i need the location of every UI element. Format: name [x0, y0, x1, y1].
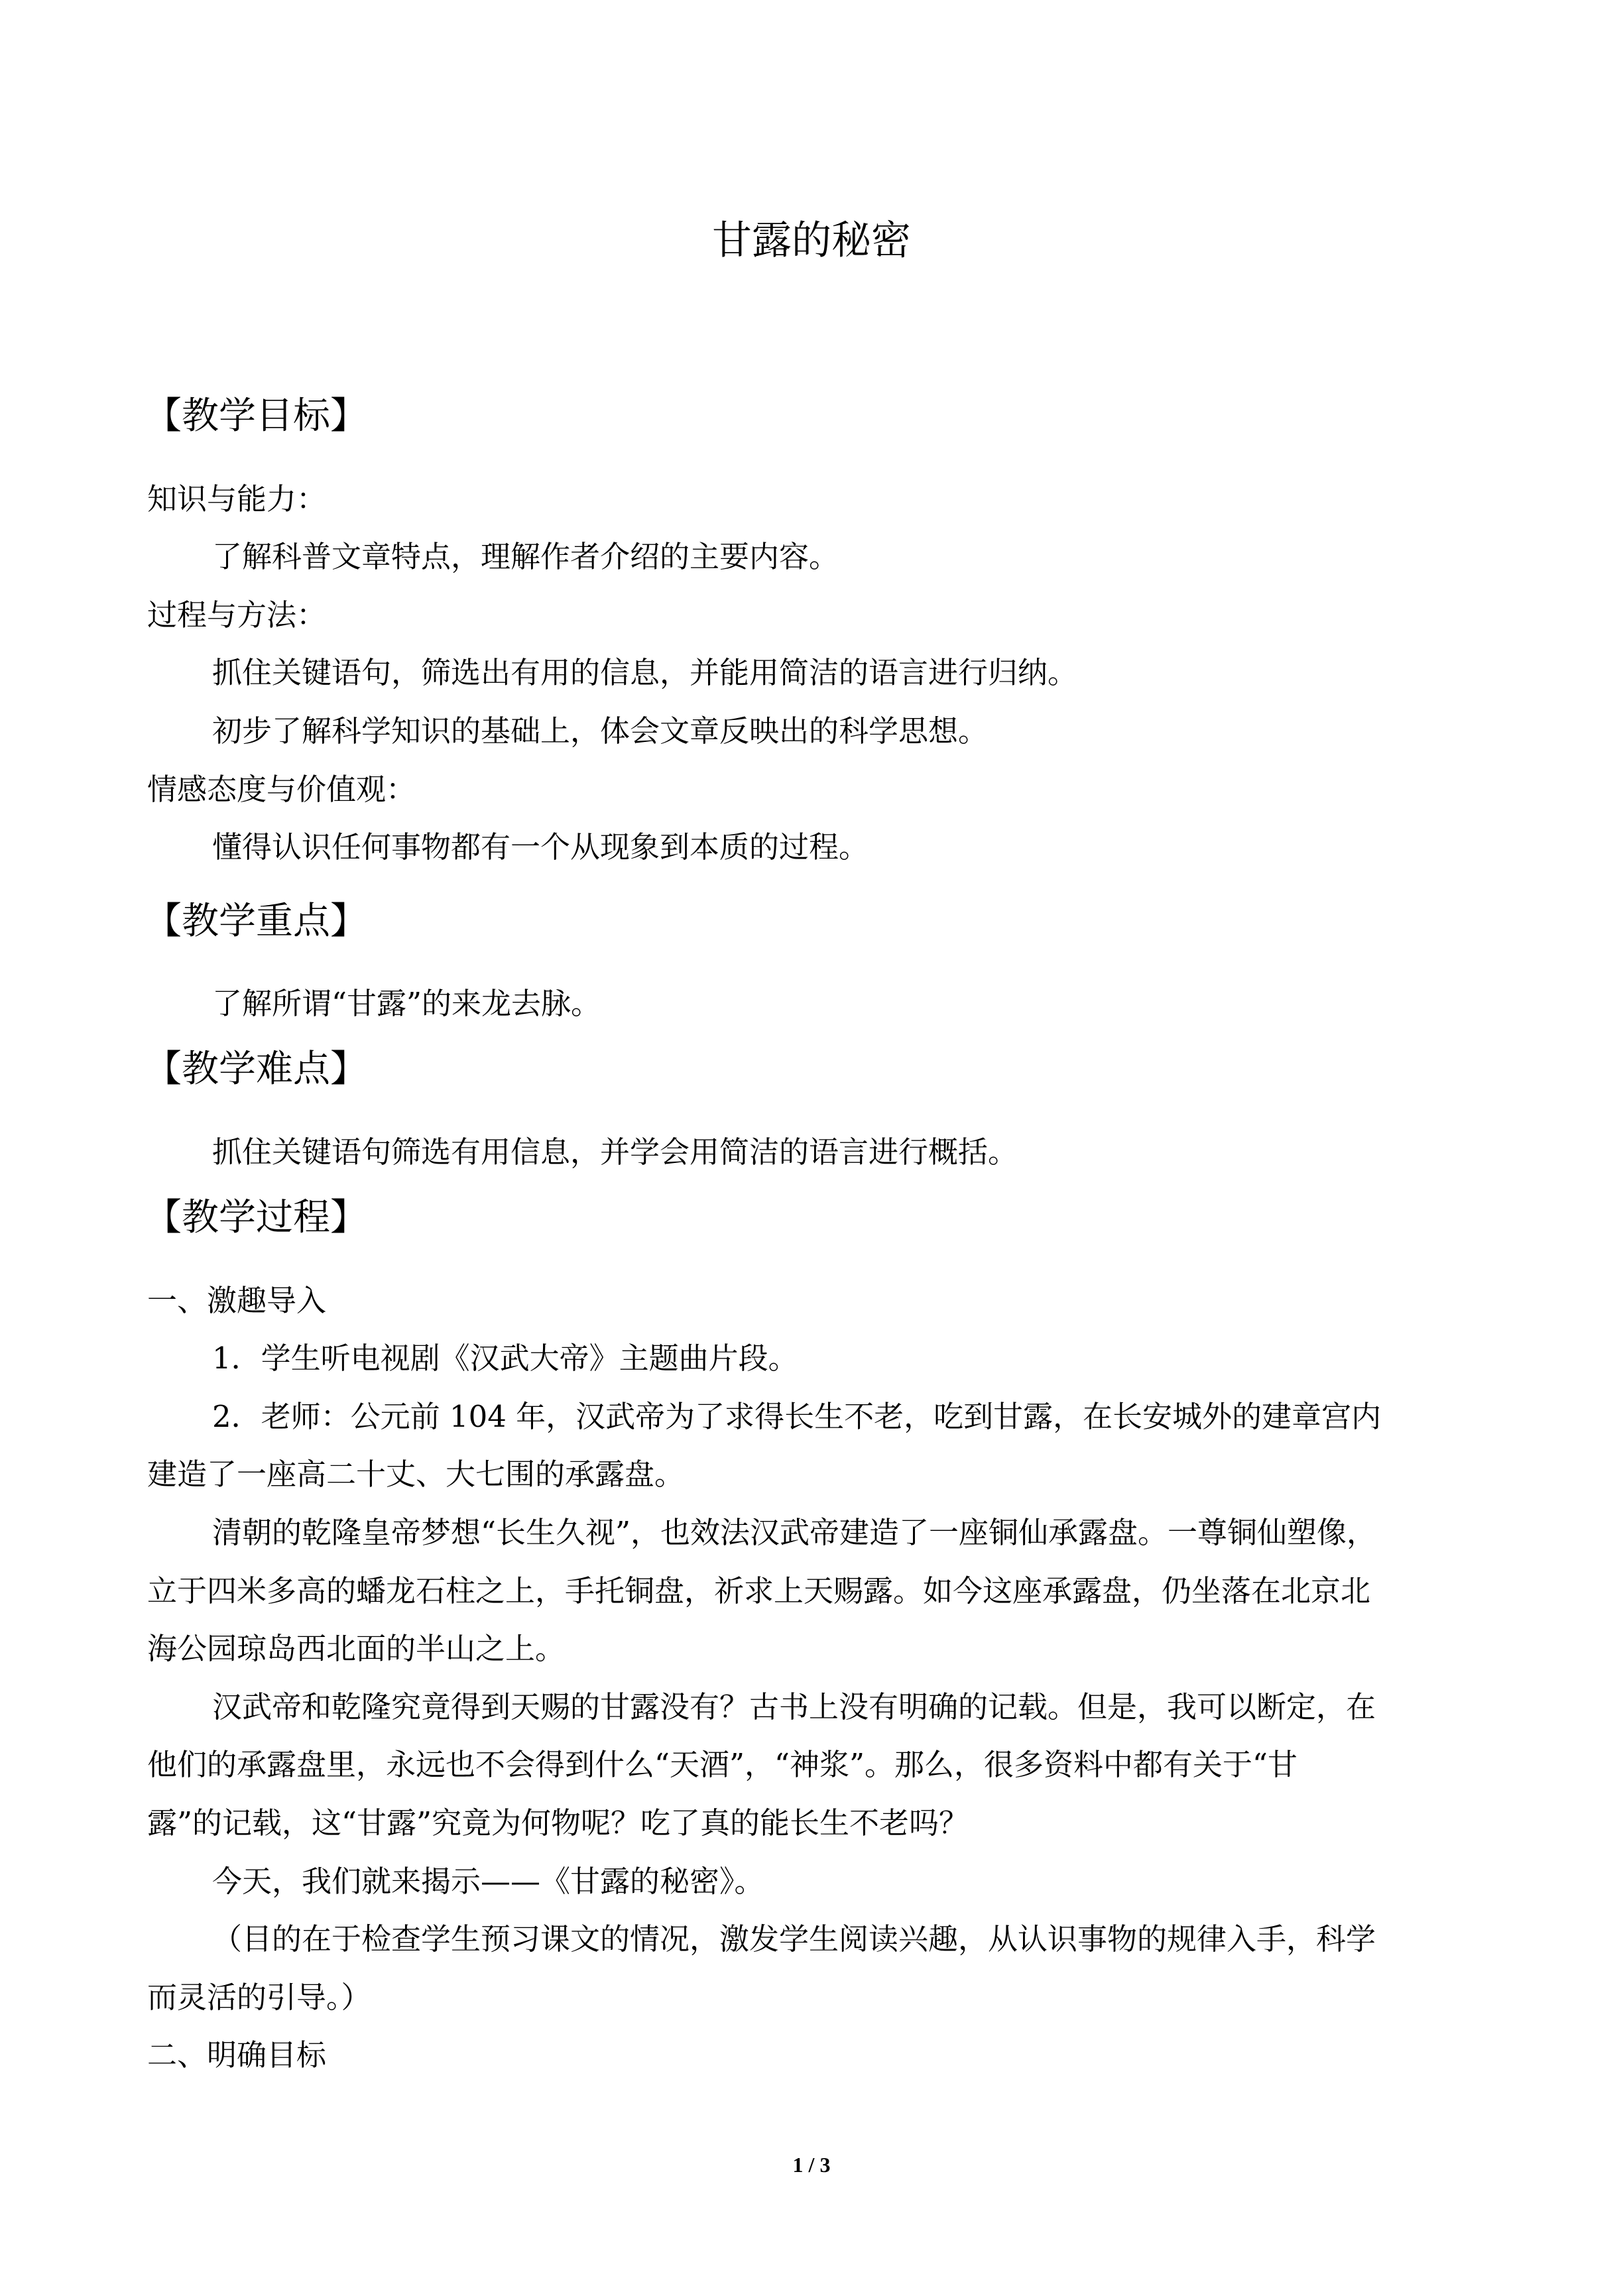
process-method-label: 过程与方法： [147, 597, 327, 633]
paragraph-2-line-1: 汉武帝和乾隆究竟得到天赐的甘露没有？古书上没有明确的记载。但是，我可以断定，在 [212, 1689, 1376, 1724]
section-heading-key-points: 【教学重点】 [145, 900, 367, 943]
note-line-2: 而灵活的引导。） [147, 1980, 371, 2015]
section-heading-objectives: 【教学目标】 [145, 394, 367, 438]
process-method-text-2: 初步了解科学知识的基础上，体会文章反映出的科学思想。 [212, 713, 989, 749]
note-line-1: （目的在于检查学生预习课文的情况，激发学生阅读兴趣，从认识事物的规律入手，科学 [212, 1921, 1376, 1957]
key-points-text: 了解所谓“甘露”的来龙去脉。 [212, 986, 601, 1021]
paragraph-2-line-2: 他们的承露盘里，永远也不会得到什么“天酒”，“神浆”。那么，很多资料中都有关于“甘 [147, 1747, 1298, 1782]
part1-title: 一、激趣导入 [147, 1283, 327, 1318]
knowledge-text: 了解科普文章特点，理解作者介绍的主要内容。 [212, 539, 839, 574]
page-number: 1 / 3 [792, 2153, 831, 2177]
paragraph-1-line-3: 海公园琼岛西北面的半山之上。 [147, 1631, 566, 1666]
item-2-line-2: 建造了一座高二十丈、大七围的承露盘。 [147, 1457, 685, 1492]
section-heading-process: 【教学过程】 [145, 1196, 367, 1239]
part2-title: 二、明确目标 [147, 2037, 327, 2073]
knowledge-label: 知识与能力： [147, 481, 327, 516]
item-1: 1．学生听电视剧《汉武大帝》主题曲片段。 [212, 1341, 798, 1376]
paragraph-2-line-3: 露”的记载，这“甘露”究竟为何物呢？吃了真的能长生不老吗？ [147, 1805, 969, 1841]
attitude-text: 懂得认识任何事物都有一个从现象到本质的过程。 [212, 829, 869, 865]
item-2-line-1: 2．老师：公元前 104 年，汉武帝为了求得长生不老，吃到甘露，在长安城外的建章宫内 [212, 1399, 1382, 1434]
process-method-text-1: 抓住关键语句，筛选出有用的信息，并能用简洁的语言进行归纳。 [212, 655, 1078, 690]
paragraph-1-line-2: 立于四米多高的蟠龙石柱之上，手托铜盘，祈求上天赐露。如今这座承露盘，仍坐落在北京北 [147, 1573, 1371, 1608]
paragraph-3: 今天，我们就来揭示——《甘露的秘密》。 [212, 1864, 764, 1899]
attitude-label: 情感态度与价值观： [147, 772, 416, 807]
paragraph-1-line-1: 清朝的乾隆皇帝梦想“长生久视”，也效法汉武帝建造了一座铜仙承露盘。一尊铜仙塑像， [212, 1515, 1377, 1550]
page-title: 甘露的秘密 [712, 217, 911, 264]
difficulties-text: 抓住关键语句筛选有用信息，并学会用简洁的语言进行概括。 [212, 1134, 1018, 1170]
section-heading-difficulties: 【教学难点】 [145, 1048, 367, 1091]
